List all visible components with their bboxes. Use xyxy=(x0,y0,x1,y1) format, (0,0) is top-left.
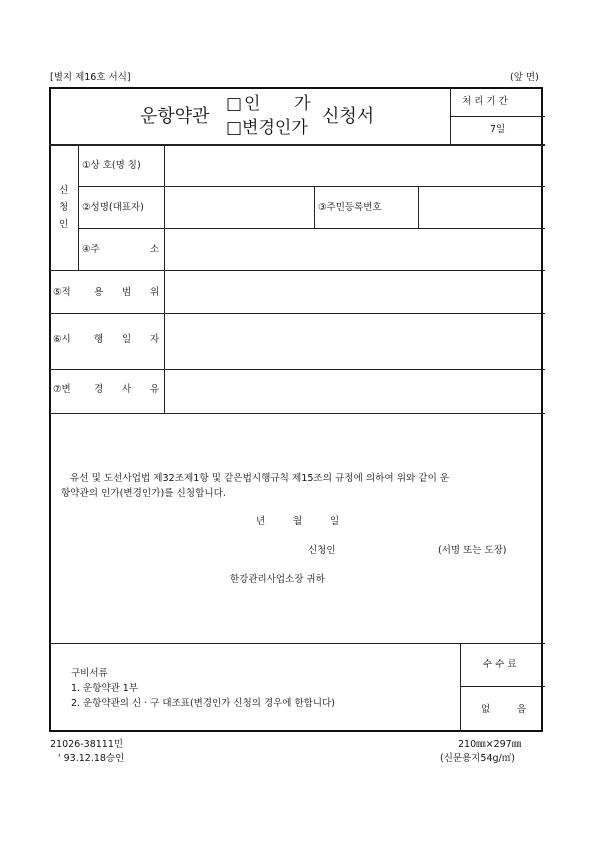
declaration-line-2: 항약관의 인가(변경인가)를 신청합니다. xyxy=(61,488,226,499)
row-divider xyxy=(49,313,545,314)
trade-name-label: ①상 호(명 칭) xyxy=(82,160,141,171)
fee-value-b: 음 xyxy=(517,704,527,715)
option-approval-b: 가 xyxy=(294,94,311,114)
date-month: 월 xyxy=(293,516,303,527)
fee-column-line xyxy=(460,643,461,732)
representative-field[interactable] xyxy=(166,188,312,226)
applicant-group-char: 청 xyxy=(59,202,69,213)
address-label-b: 소 xyxy=(150,244,160,255)
applicant-group-char: 신 xyxy=(59,185,69,196)
approval-date: ' 93.12.18승인 xyxy=(58,753,125,764)
address-field[interactable] xyxy=(166,230,542,268)
scope-label-char: 범 xyxy=(122,287,132,298)
representative-label: ②성명(대표자) xyxy=(82,202,144,213)
row-divider xyxy=(49,413,545,414)
effective-date-label-char: ⑥시 xyxy=(53,334,71,345)
required-document-item: 1. 운항약관 1부 xyxy=(71,683,139,694)
paper-type: (신문용지54g/㎡) xyxy=(440,753,515,764)
scope-label-char: ⑤적 xyxy=(53,287,71,298)
effective-date-label-char: 자 xyxy=(150,334,160,345)
trade-name-field[interactable] xyxy=(166,146,542,184)
required-document-item: 2. 운항약관의 신 · 구 대조표(변경인가 신청의 경우에 한합니다) xyxy=(71,698,335,709)
row-divider xyxy=(49,369,545,370)
row-divider xyxy=(49,643,545,644)
change-reason-label-char: 사 xyxy=(122,384,132,395)
fee-value-a: 없 xyxy=(481,704,491,715)
scope-label-char: 위 xyxy=(150,287,160,298)
date-year: 년 xyxy=(256,516,266,527)
date-day: 일 xyxy=(330,516,340,527)
fee-divider xyxy=(460,686,545,687)
processing-label: 처 리 기 간 xyxy=(462,96,508,107)
row-divider xyxy=(49,270,545,271)
fee-label: 수 수 료 xyxy=(483,659,517,670)
applicant-signature-label: 신청인 xyxy=(308,545,336,556)
reg-number-label: ③주민등록번호 xyxy=(318,202,382,213)
reg-number-field[interactable] xyxy=(420,188,542,226)
option-box-approval[interactable]: □ xyxy=(226,94,243,114)
page-side-label: (앞 면) xyxy=(510,72,539,83)
reg-number-value-line xyxy=(418,186,419,228)
required-documents-title: 구비서류 xyxy=(71,668,108,679)
option-approval-a: 인 xyxy=(244,94,261,114)
processing-column-line xyxy=(450,87,451,144)
title-prefix: 운항약관 xyxy=(140,106,210,127)
title-suffix: 신청서 xyxy=(322,106,375,127)
applicant-group-line xyxy=(78,144,79,270)
change-reason-label-char: 유 xyxy=(150,384,160,395)
effective-date-field[interactable] xyxy=(166,315,542,367)
change-reason-field[interactable] xyxy=(166,371,542,411)
change-reason-label-char: ⑦변 xyxy=(53,384,71,395)
declaration-line-1: 유선 및 도선사업법 제32조제1항 및 같은법시행규칙 제15조의 규정에 의하여 위와 같이 운 xyxy=(70,473,450,484)
form-code: 21026-38111민 xyxy=(50,739,124,750)
form-number: [별지 제16호 서식] xyxy=(50,72,131,83)
effective-date-label-char: 일 xyxy=(122,334,132,345)
scope-field[interactable] xyxy=(166,272,542,311)
effective-date-label-char: 행 xyxy=(94,334,104,345)
row-divider xyxy=(78,228,545,229)
address-label-a: ④주 xyxy=(82,244,100,255)
option-change-approval[interactable]: □변경인가 xyxy=(226,118,308,138)
row-divider xyxy=(78,186,545,187)
recipient: 한강관리사업소장 귀하 xyxy=(230,574,325,585)
signature-or-seal: (서명 또는 도장) xyxy=(438,545,507,556)
scope-label-char: 용 xyxy=(94,287,104,298)
reg-number-line xyxy=(314,186,315,228)
label-column-line xyxy=(164,144,165,413)
change-reason-label-char: 경 xyxy=(94,384,104,395)
processing-divider xyxy=(450,116,545,117)
processing-value: 7일 xyxy=(490,124,506,135)
paper-size: 210㎜×297㎜ xyxy=(458,739,522,750)
applicant-group-char: 인 xyxy=(59,219,69,230)
